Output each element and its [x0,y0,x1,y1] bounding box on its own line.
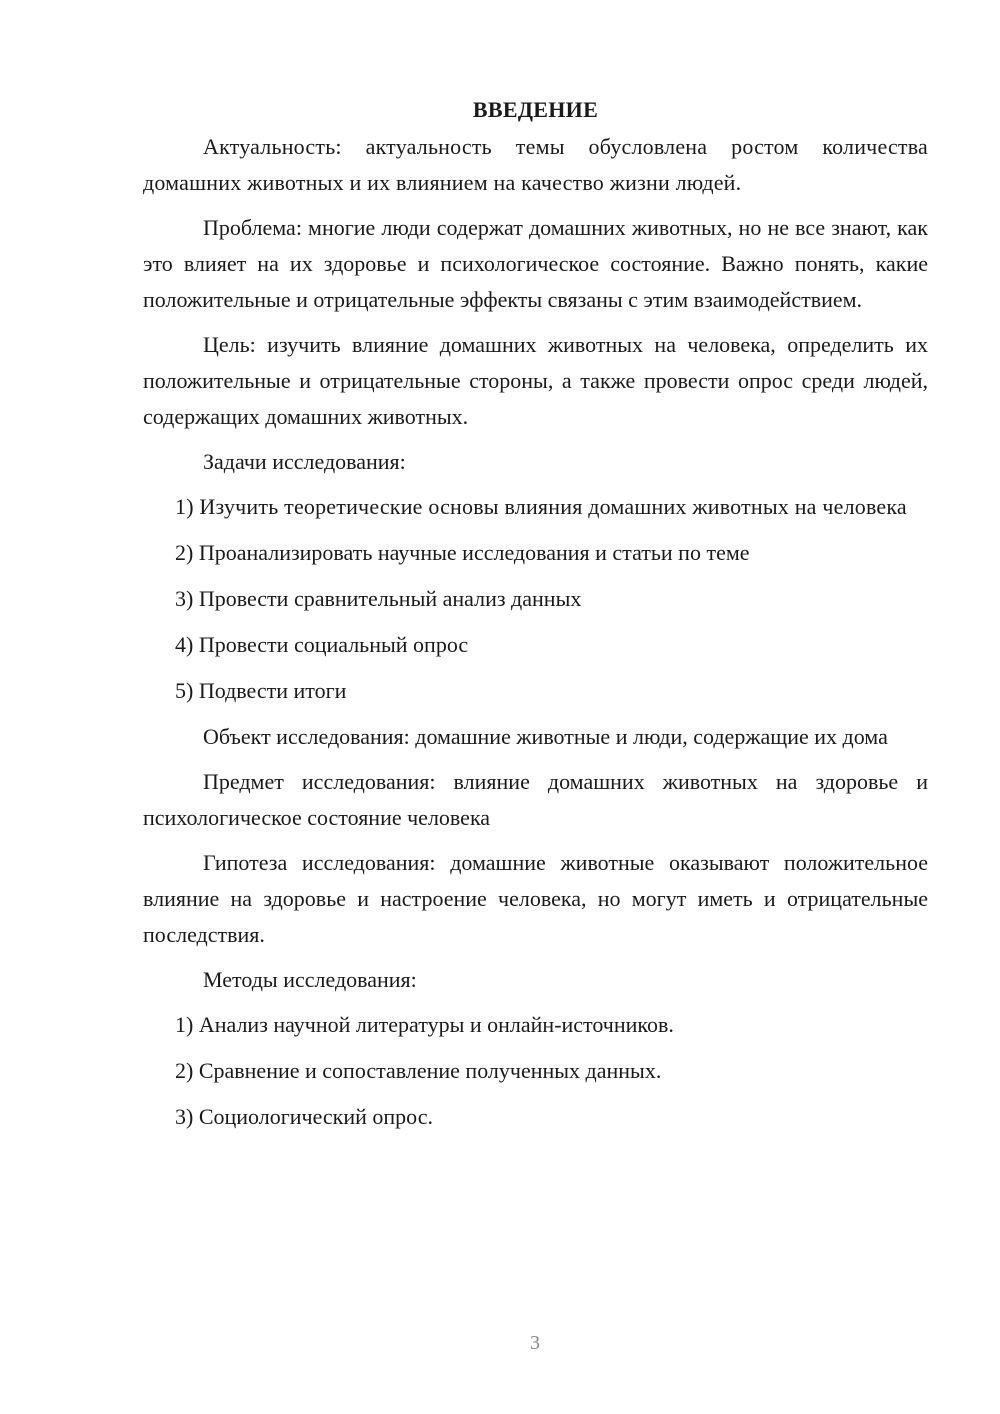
method-item-3: 3) Социологический опрос. [175,1104,433,1129]
method-item-1: 1) Анализ научной литературы и онлайн-источников. [175,1012,674,1037]
page-content [143,92,928,1145]
goal-paragraph: Цель: изучить влияние домашних животных на человека, определить их положительные и отрицательные стороны, а также провести опрос среди людей, содержащих домашних животных. [143,332,928,429]
task-item-2: 2) Проанализировать научные исследования и статьи по теме [175,540,750,565]
methods-title: Методы исследования: [203,967,417,992]
tasks-title: Задачи исследования: [203,449,406,474]
task-item-4: 4) Провести социальный опрос [175,632,469,657]
task-item-3: 3) Провести сравнительный анализ данных [175,586,582,611]
page-title: ВВЕДЕНИЕ [472,97,599,122]
page-number: 3 [530,1332,540,1354]
hypothesis-paragraph: Гипотеза исследования: домашние животные оказывают положительное влияние на здоровье и настроение человека, но могут иметь и отрицательные последствия. [143,850,928,947]
relevance-paragraph: Актуальность: актуальность темы обусловлена ростом количества домашних животных и их влиянием на качество жизни людей. [143,134,928,195]
task-item-5: 5) Подвести итоги [175,678,347,703]
object-paragraph: Объект исследования: домашние животные и люди, содержащие их дома [203,724,888,749]
problem-paragraph: Проблема: многие люди содержат домашних животных, но не все знают, как это влияет на их здоровье и психологическое состояние. Важно понять, какие положительные и отрицательные эффекты связаны с этим взаимодействием. [143,215,928,312]
method-item-2: 2) Сравнение и сопоставление полученных данных. [175,1058,662,1083]
subject-paragraph: Предмет исследования: влияние домашних животных на здоровье и психологическое состояние человека [143,769,928,830]
task-item-1: 1) Изучить теоретические основы влияния домашних животных на человека [175,494,907,519]
